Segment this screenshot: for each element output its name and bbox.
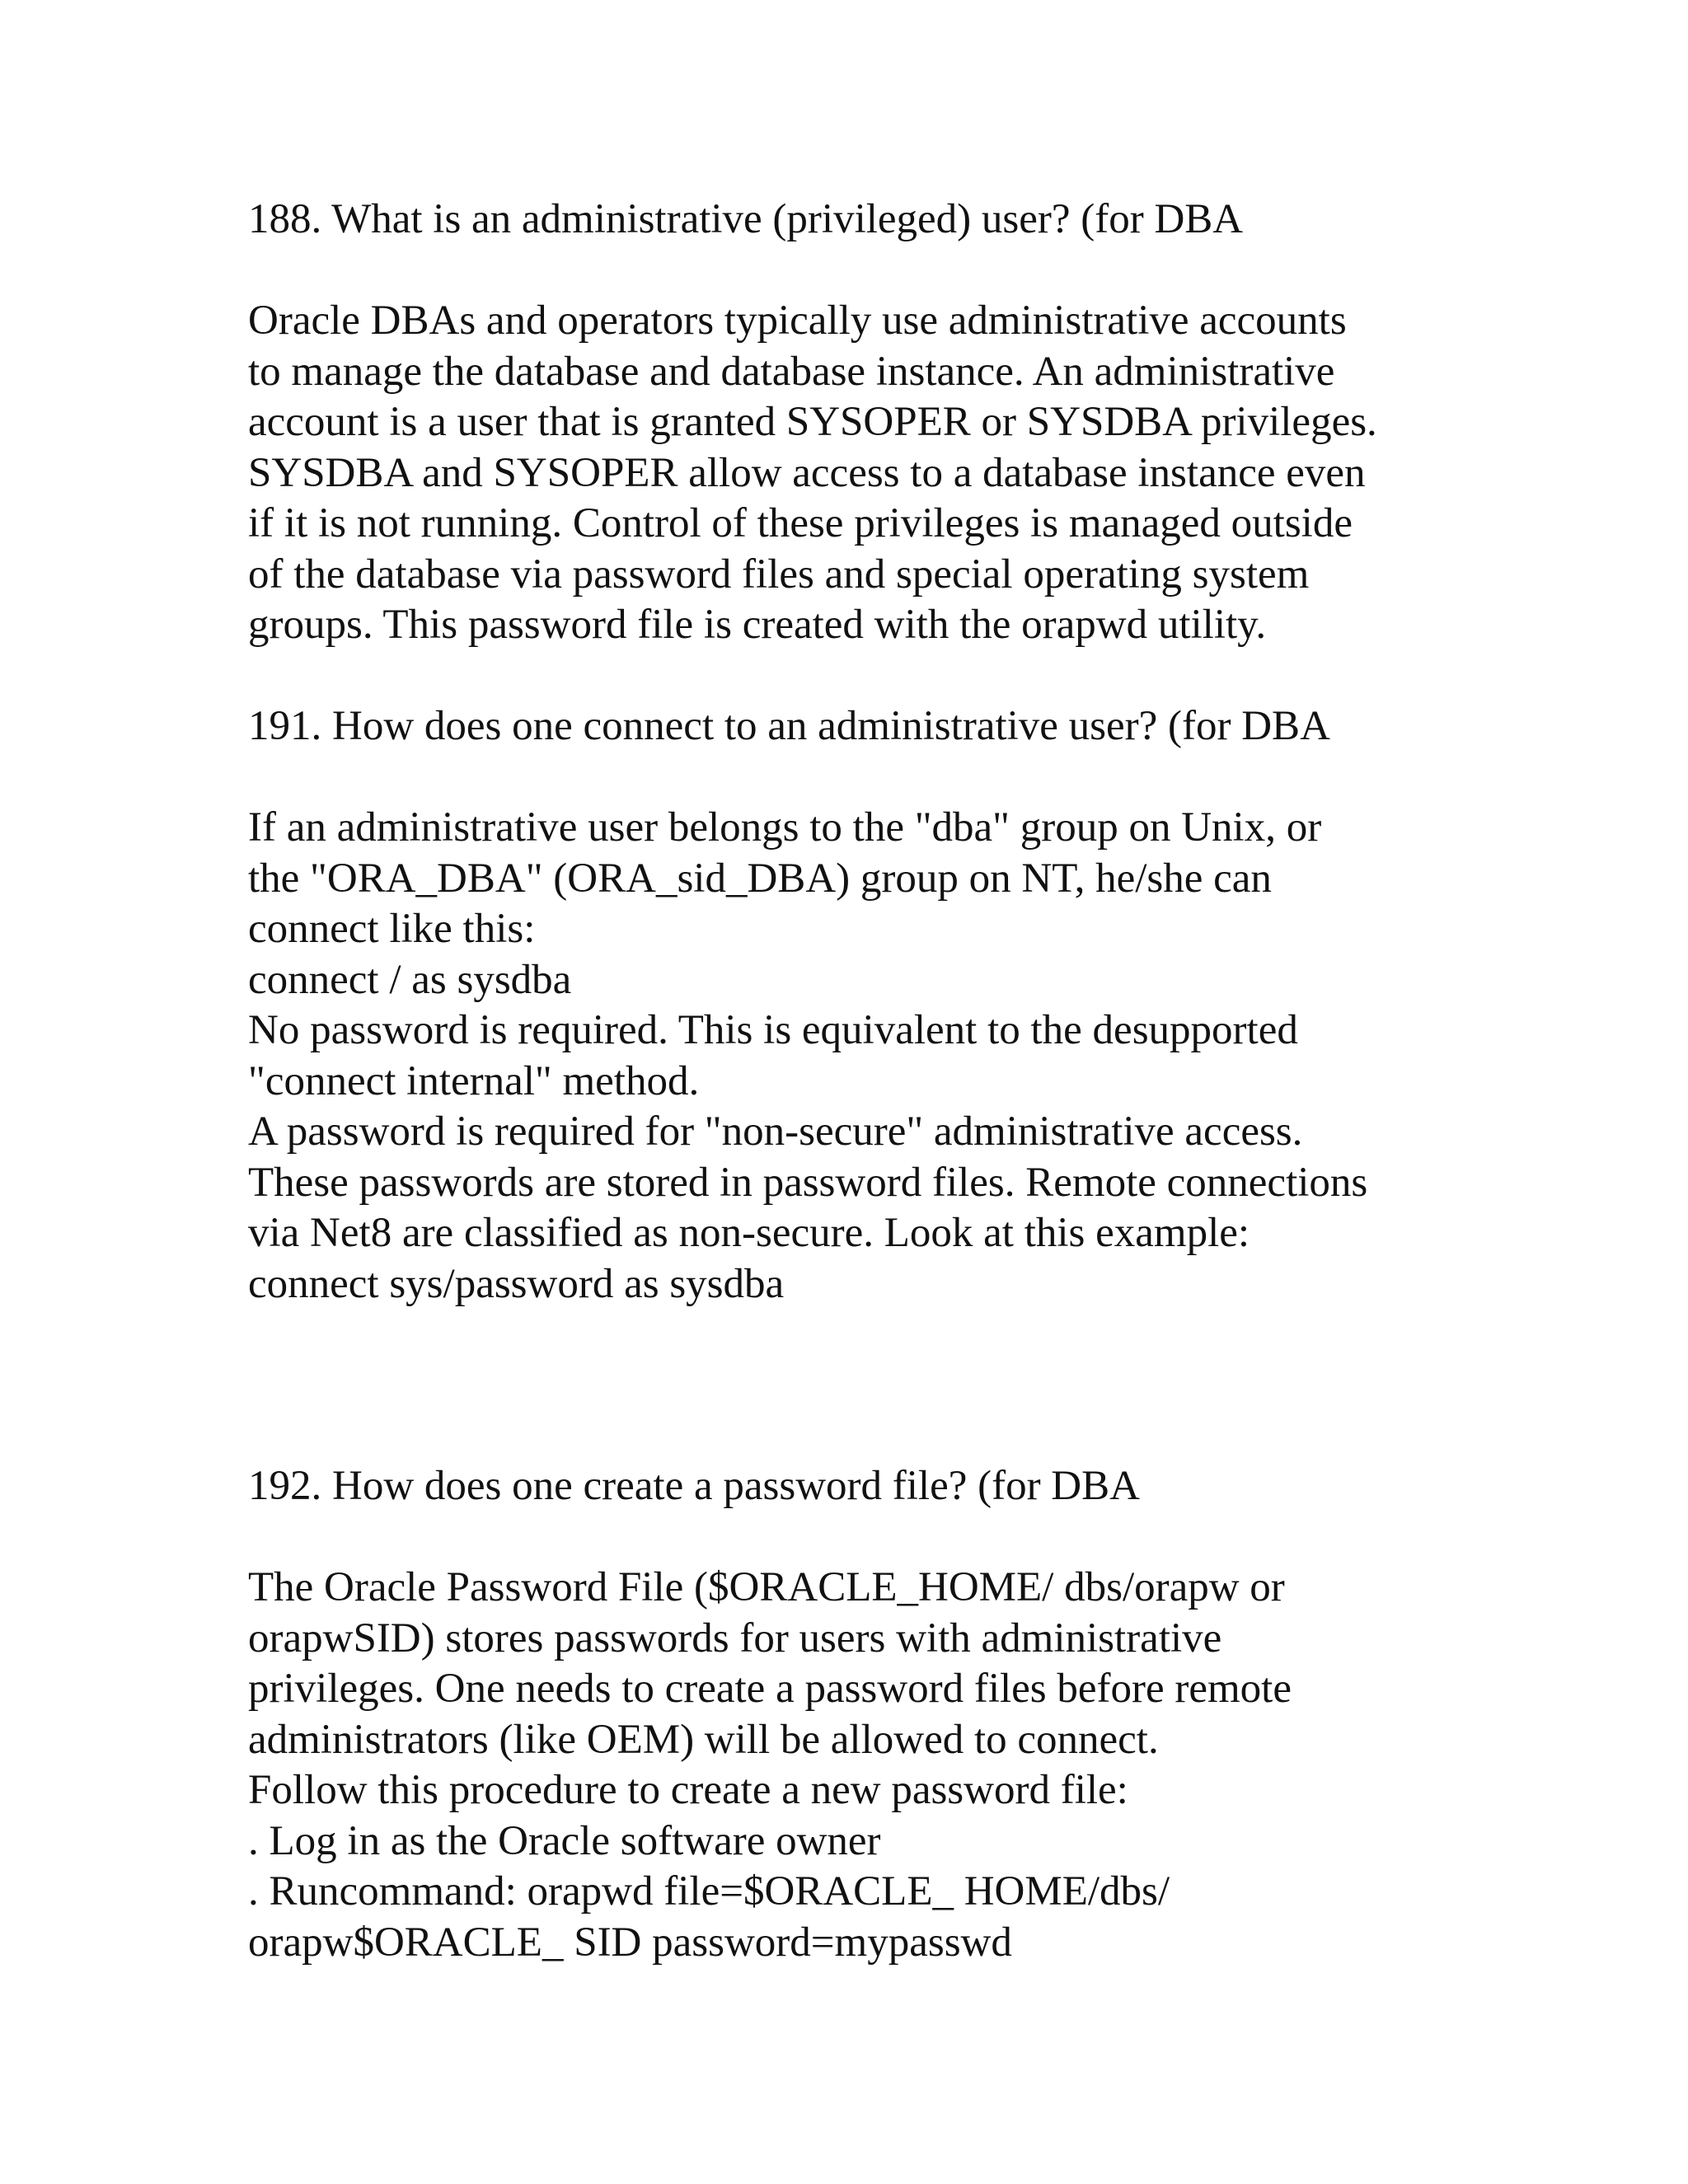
answer-line: SYSDBA and SYSOPER allow access to a database instance even (248, 449, 1366, 496)
answer-line: to manage the database and database instance. An administrative (248, 348, 1335, 395)
answer-line: These passwords are stored in password files. Remote connections (248, 1159, 1368, 1206)
spacer (248, 651, 1567, 702)
answer-line: if it is not running. Control of these privileges is managed outside (248, 500, 1353, 546)
answer-line: Oracle DBAs and operators typically use administrative accounts (248, 298, 1347, 344)
answer-line: The Oracle Password File ($ORACLE_HOME/ dbs/orapw or (248, 1564, 1285, 1610)
spacer (248, 246, 1567, 297)
answer-paragraph (248, 803, 1567, 1310)
step-line: . Runcommand: orapwd file=$ORACLE_ HOME/dbs/ (248, 1868, 1170, 1915)
answer-line: If an administrative user belongs to the "dba" group on Unix, or (248, 804, 1322, 851)
spacer (248, 1310, 1567, 1461)
answer-line: Follow this procedure to create a new password file: (248, 1767, 1128, 1813)
question-heading: 192. How does one create a password file? (for DBA (248, 1463, 1140, 1509)
answer-line: the "ORA_DBA" (ORA_sid_DBA) group on NT, he/she can (248, 855, 1272, 902)
document-page (248, 194, 1567, 1968)
question-heading: 191. How does one connect to an administrative user? (for DBA (248, 703, 1330, 749)
answer-line: via Net8 are classified as non-secure. Look at this example: (248, 1210, 1250, 1256)
answer-line: privileges. One needs to create a password files before remote (248, 1666, 1292, 1712)
question-heading: 188. What is an administrative (privileged) user? (for DBA (248, 196, 1244, 242)
answer-line: account is a user that is granted SYSOPER or SYSDBA privileges. (248, 399, 1377, 445)
answer-line: No password is required. This is equivalent to the desupported (248, 1007, 1298, 1053)
spacer (248, 1512, 1567, 1563)
step-line: orapw$ORACLE_ SID password=mypasswd (248, 1919, 1012, 1966)
answer-paragraph (248, 296, 1567, 651)
answer-line: groups. This password file is created with the orapwd utility. (248, 602, 1267, 648)
code-line: connect / as sysdba (248, 956, 572, 1003)
answer-line: A password is required for "non-secure" administrative access. (248, 1108, 1303, 1155)
answer-line: connect like this: (248, 906, 536, 952)
answer-line: "connect internal" method. (248, 1057, 700, 1104)
answer-paragraph (248, 1563, 1567, 1968)
answer-line: orapwSID) stores passwords for users with administrative (248, 1615, 1222, 1661)
faq-section-191 (248, 701, 1567, 1310)
answer-line: administrators (like OEM) will be allowed to connect. (248, 1716, 1159, 1763)
faq-section-192 (248, 1461, 1567, 1968)
spacer (248, 752, 1567, 804)
answer-line: of the database via password files and special operating system (248, 551, 1310, 598)
faq-section-188 (248, 194, 1567, 651)
step-line: . Log in as the Oracle software owner (248, 1817, 881, 1864)
code-line: connect sys/password as sysdba (248, 1260, 785, 1307)
